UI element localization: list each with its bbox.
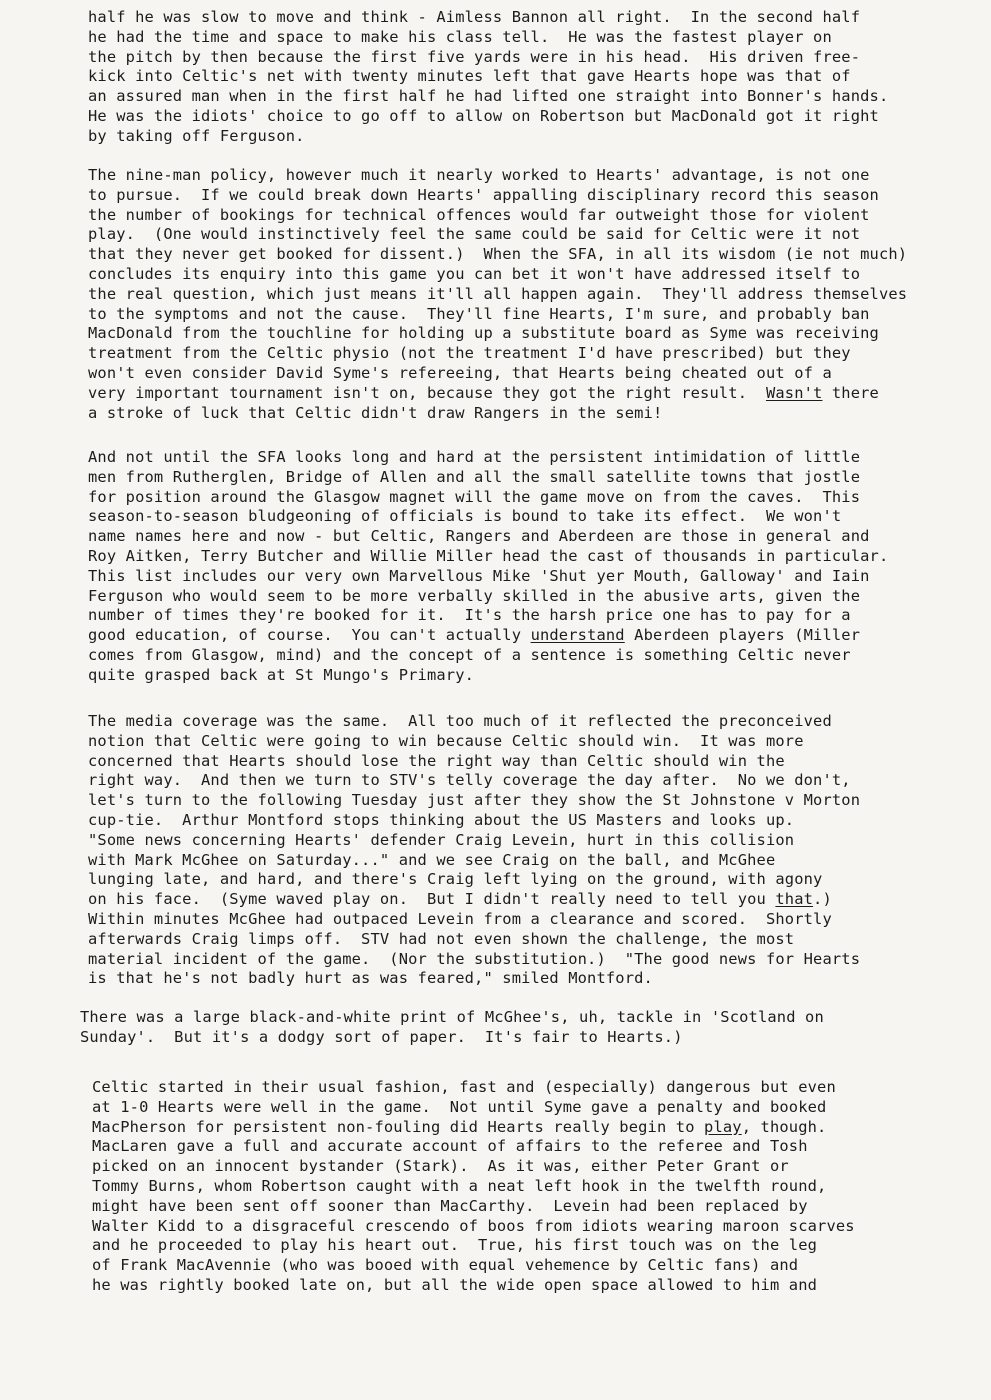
- text-line: let's turn to the following Tuesday just after they show the St Johnstone v Morton: [88, 791, 861, 810]
- underlined-word: understand: [530, 626, 625, 645]
- text-line: notion that Celtic were going to win because Celtic should win. It was more: [88, 731, 804, 750]
- text-line: might have been sent off sooner than MacCarthy. Levein had been replaced by: [92, 1196, 808, 1215]
- text-line: the pitch by then because the first five yards were in his head. His driven free-: [88, 47, 861, 66]
- text-line: very important tournament isn't on, because they got the right result. Wasn't there: [88, 383, 879, 402]
- text-line: is that he's not badly hurt as was feared," smiled Montford.: [88, 969, 653, 988]
- text-line: And not until the SFA looks long and hard at the persistent intimidation of little: [88, 448, 861, 466]
- text-line: cup-tie. Arthur Montford stops thinking about the US Masters and looks up.: [88, 810, 795, 829]
- text-line: of Frank MacAvennie (who was booed with equal vehemence by Celtic fans) and: [92, 1256, 799, 1275]
- text-line: concerned that Hearts should lose the right way than Celtic should win the: [88, 751, 785, 770]
- text-line: MacLaren gave a full and accurate account of affairs to the referee and Tosh: [92, 1137, 808, 1156]
- text-line: He was the idiots' choice to go off to allow on Robertson but MacDonald got it right: [88, 106, 879, 125]
- text-line: The nine-man policy, however much it nearly worked to Hearts' advantage, is not one: [88, 166, 870, 184]
- paragraph: [88, 8, 978, 147]
- text-line: at 1-0 Hearts were well in the game. Not until Syme gave a penalty and booked: [92, 1097, 827, 1116]
- text-line: won't even consider David Syme's refereeing, that Hearts being cheated out of a: [88, 363, 832, 382]
- text-line: material incident of the game. (Nor the substitution.) "The good news for Hearts: [88, 949, 861, 968]
- text-line: The media coverage was the same. All too much of it reflected the preconceived: [88, 712, 832, 730]
- text-line: good education, of course. You can't actually understand Aberdeen players (Miller: [88, 626, 861, 645]
- text-line: on his face. (Syme waved play on. But I didn't really need to tell you that.): [88, 890, 832, 909]
- text-line: afterwards Craig limps off. STV had not even shown the challenge, the most: [88, 929, 795, 948]
- text-line: concludes its enquiry into this game you can bet it won't have addressed itself to: [88, 264, 861, 283]
- text-line: the real question, which just means it'll all happen again. They'll address themselves: [88, 284, 908, 303]
- text-line: by taking off Ferguson.: [88, 126, 305, 145]
- text-line: Walter Kidd to a disgraceful crescendo of boos from idiots wearing maroon scarves: [92, 1216, 855, 1235]
- text-line: "Some news concerning Hearts' defender Craig Levein, hurt in this collision: [88, 830, 795, 849]
- paragraph: [88, 448, 978, 686]
- text-line: Tommy Burns, whom Robertson caught with a neat left hook in the twelfth round,: [92, 1176, 827, 1195]
- text-line: he was rightly booked late on, but all the wide open space allowed to him and: [92, 1275, 818, 1294]
- text-line: men from Rutherglen, Bridge of Allen and all the small satellite towns that jostle: [88, 467, 861, 486]
- text-line: right way. And then we turn to STV's telly coverage the day after. No we don't,: [88, 771, 851, 790]
- text-line: Celtic started in their usual fashion, fast and (especially) dangerous but even: [92, 1078, 836, 1096]
- paragraph: [88, 712, 978, 989]
- text-line: MacPherson for persistent non-fouling did Hearts really begin to play, though.: [92, 1117, 827, 1136]
- text-line: with Mark McGhee on Saturday..." and we see Craig on the ball, and McGhee: [88, 850, 776, 869]
- text-line: Ferguson who would seem to be more verbally skilled in the abusive arts, given the: [88, 586, 861, 605]
- text-line: Roy Aitken, Terry Butcher and Willie Miller head the cast of thousands in particular.: [88, 546, 889, 565]
- text-line: picked on an innocent bystander (Stark). As it was, either Peter Grant or: [92, 1157, 789, 1176]
- text-line: There was a large black-and-white print of McGhee's, uh, tackle in 'Scotland on: [80, 1008, 824, 1026]
- text-line: half he was slow to move and think - Aimless Bannon all right. In the second half: [88, 8, 861, 26]
- text-line: MacDonald from the touchline for holding up a substitute board as Syme was receiving: [88, 324, 879, 343]
- text-line: the number of bookings for technical offences would far outweight those for violent: [88, 205, 870, 224]
- text-line: kick into Celtic's net with twenty minutes left that gave Hearts hope was that of: [88, 67, 851, 86]
- text-line: season-to-season bludgeoning of officials is bound to take its effect. We won't: [88, 507, 842, 526]
- text-line: treatment from the Celtic physio (not the treatment I'd have prescribed) but they: [88, 344, 851, 363]
- paragraph: [80, 1008, 970, 1048]
- text-line: name names here and now - but Celtic, Rangers and Aberdeen are those in general and: [88, 527, 870, 546]
- text-line: comes from Glasgow, mind) and the concept of a sentence is something Celtic never: [88, 645, 851, 664]
- paragraph: [92, 1078, 982, 1296]
- text-line: that they never get booked for dissent.) When the SFA, in all its wisdom (ie not much): [88, 245, 908, 264]
- text-line: to the symptoms and not the cause. They'll fine Hearts, I'm sure, and probably ban: [88, 304, 870, 323]
- text-line: for position around the Glasgow magnet will the game move on from the caves. This: [88, 487, 861, 506]
- text-line: an assured man when in the first half he had lifted one straight into Bonner's hands.: [88, 87, 889, 106]
- underlined-word: Wasn't: [765, 383, 823, 402]
- text-line: he had the time and space to make his class tell. He was the fastest player on: [88, 27, 832, 46]
- text-line: play. (One would instinctively feel the same could be said for Celtic were it not: [88, 225, 861, 244]
- text-line: lunging late, and hard, and there's Craig left lying on the ground, with agony: [88, 870, 823, 889]
- underlined-word: play: [704, 1117, 742, 1136]
- text-line: to pursue. If we could break down Hearts' appalling disciplinary record this season: [88, 185, 879, 204]
- paragraph: [88, 166, 978, 423]
- text-line: a stroke of luck that Celtic didn't draw Rangers in the semi!: [88, 403, 663, 422]
- underlined-word: that: [775, 890, 814, 909]
- text-line: number of times they're booked for it. It's the harsh price one has to pay for a: [88, 606, 851, 625]
- text-line: This list includes our very own Marvellous Mike 'Shut yer Mouth, Galloway' and Iain: [88, 566, 870, 585]
- text-line: Sunday'. But it's a dodgy sort of paper. It's fair to Hearts.): [80, 1027, 683, 1046]
- text-line: quite grasped back at St Mungo's Primary.: [88, 665, 475, 684]
- text-line: and he proceeded to play his heart out. True, his first touch was on the leg: [92, 1236, 818, 1255]
- text-line: Within minutes McGhee had outpaced Levein from a clearance and scored. Shortly: [88, 909, 832, 928]
